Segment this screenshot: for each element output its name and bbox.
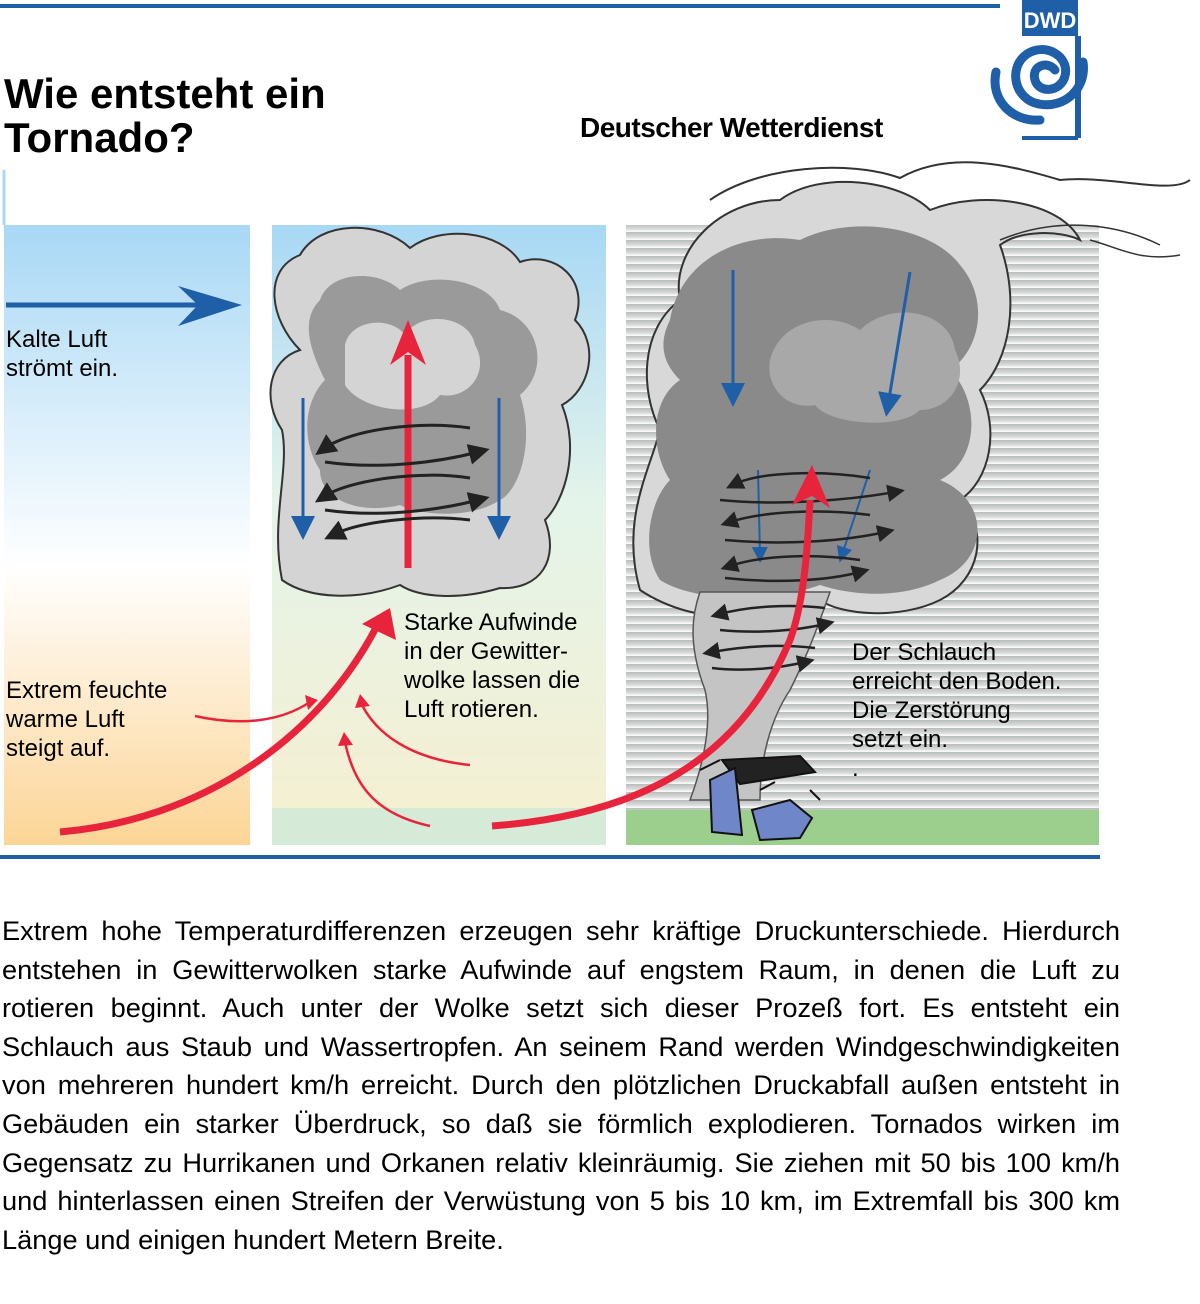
logo-swirl-icon (995, 50, 1083, 121)
organization-name: Deutscher Wetterdienst (580, 112, 883, 143)
explanation-text: Extrem hohe Temperaturdifferenzen erzeugen sehr kräftige Druckunterschiede. Hierdurch entstehen in Gewitterwolken starke Aufwinde auf engstem Raum, in denen die Luft zu rotieren beginnt. Auch unter der Wolke setzt sich dieser Prozeß fort. Es entsteht ein Schlauch aus Staub und Wassertropfen. An seinem Rand werden Windgeschwindigkeiten von mehreren hundert km/h erreicht. Durch den plötzlichen Druckabfall außen entsteht in Gebäuden ein starker Überdruck, so daß sie förmlich explodieren. Tornados wirken im Gegensatz zu Hurrikanen und Orkanen relativ kleinräumig. Sie ziehen mit 50 bis 100 km/h und hinterlassen einen Streifen der Verwüstung von 5 bis 10 km, im Extremfall bis 300 km Länge und einigen hundert Metern Breite. (2, 915, 1120, 1255)
dwd-logo (980, 0, 1100, 145)
caption-warm-air: Extrem feuchte warme Luft steigt auf. (6, 677, 168, 762)
logo-text: DWD (1023, 8, 1077, 33)
page-title: Wie entsteht ein Tornado? (4, 70, 326, 161)
caption-funnel-ground: Der Schlauch erreicht den Boden. Die Zerstörung setzt ein. . (852, 639, 1062, 782)
bottom-rule (0, 855, 1100, 859)
ground (626, 810, 1099, 845)
caption-cold-air: Kalte Luft strömt ein. (6, 326, 119, 382)
top-rule (0, 4, 1000, 8)
caption-updrafts: Starke Aufwinde in der Gewitter- wolke lassen die Luft rotieren. (404, 609, 581, 723)
